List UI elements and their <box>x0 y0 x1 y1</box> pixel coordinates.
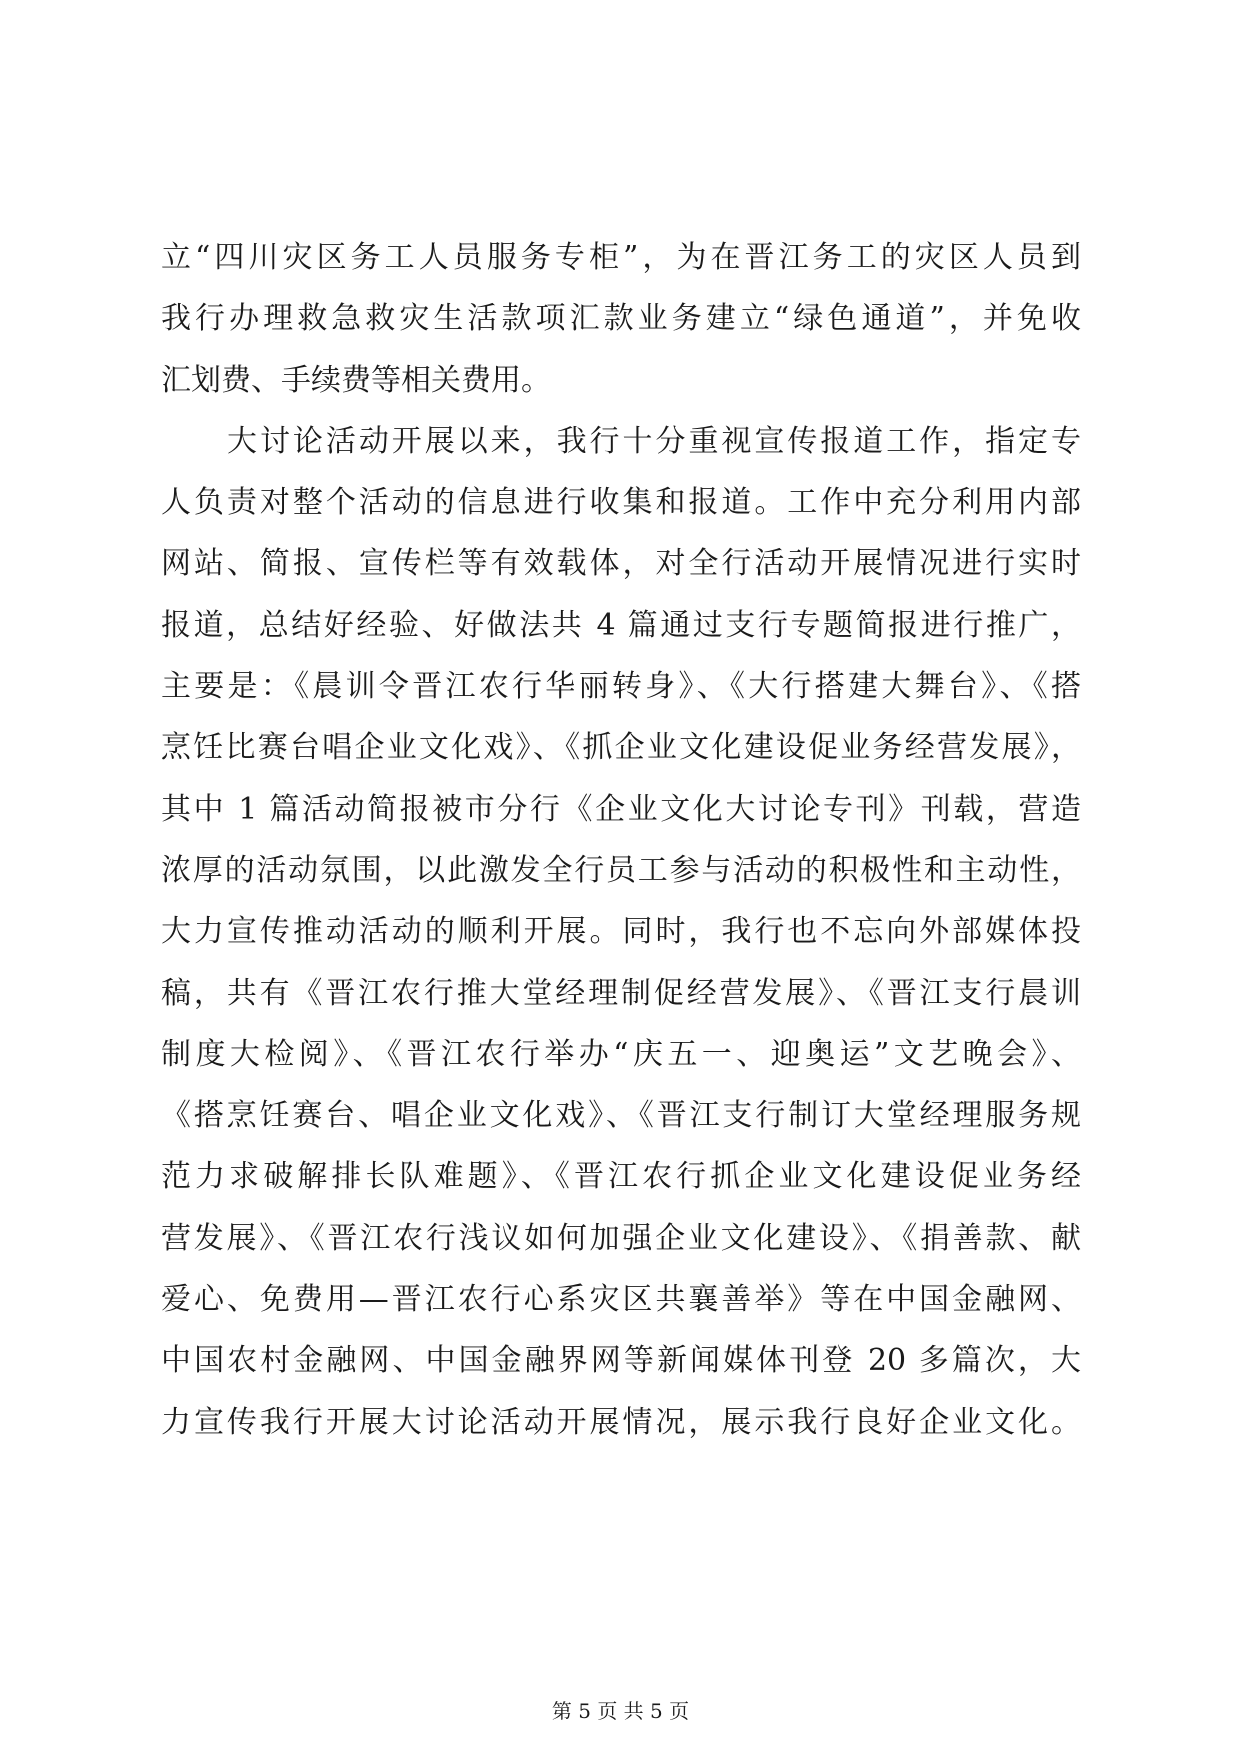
text-line: 烹饪比赛台唱企业文化戏》、《抓企业文化建设促业务经营发展》， <box>161 730 1081 766</box>
text-line: 浓厚的活动氛围，以此激发全行员工参与活动的积极性和主动性， <box>161 852 1081 888</box>
text-line: 主要是：《晨训令晋江农行华丽转身》、《大行搭建大舞台》、《搭 <box>161 669 1081 705</box>
text-line: 营发展》、《晋江农行浅议如何加强企业文化建设》、《捐善款、献 <box>161 1220 1081 1256</box>
text-line: 人负责对整个活动的信息进行收集和报道。工作中充分利用内部 <box>161 485 1081 521</box>
text-line: 力宣传我行开展大讨论活动开展情况，展示我行良好企业文化。 <box>161 1404 1081 1440</box>
text-line: 爱心、免费用—晋江农行心系灾区共襄善举》等在中国金融网、 <box>161 1282 1081 1318</box>
text-line: 报道，总结好经验、好做法共 4 篇通过支行专题简报进行推广， <box>161 607 1081 643</box>
text-line: 范力求破解排长队难题》、《晋江农行抓企业文化建设促业务经 <box>161 1159 1081 1195</box>
page-number-footer: 第 5 页 共 5 页 <box>551 1699 690 1723</box>
paragraph-first-line: 大讨论活动开展以来，我行十分重视宣传报道工作，指定专 <box>227 423 1081 459</box>
text-line: 我行办理救急救灾生活款项汇款业务建立“绿色通道”，并免收 <box>161 301 1081 337</box>
text-line: 《搭烹饪赛台、唱企业文化戏》、《晋江支行制订大堂经理服务规 <box>161 1098 1081 1134</box>
text-line: 汇划费、手续费等相关费用。 <box>161 362 551 398</box>
text-line: 制度大检阅》、《晋江农行举办“庆五一、迎奥运”文艺晚会》、 <box>161 1036 1081 1072</box>
document-body <box>161 227 1081 1453</box>
text-line: 网站、简报、宣传栏等有效载体，对全行活动开展情况进行实时 <box>161 546 1081 582</box>
text-line: 立“四川灾区务工人员服务专柜”，为在晋江务工的灾区人员到 <box>161 240 1081 275</box>
text-line: 其中 1 篇活动简报被市分行《企业文化大讨论专刊》刊载，营造 <box>161 791 1081 827</box>
text-line: 大力宣传推动活动的顺利开展。同时，我行也不忘向外部媒体投 <box>161 914 1081 950</box>
text-line: 中国农村金融网、中国金融界网等新闻媒体刊登 20 多篇次，大 <box>161 1343 1081 1379</box>
text-line: 稿，共有《晋江农行推大堂经理制促经营发展》、《晋江支行晨训 <box>161 975 1081 1011</box>
